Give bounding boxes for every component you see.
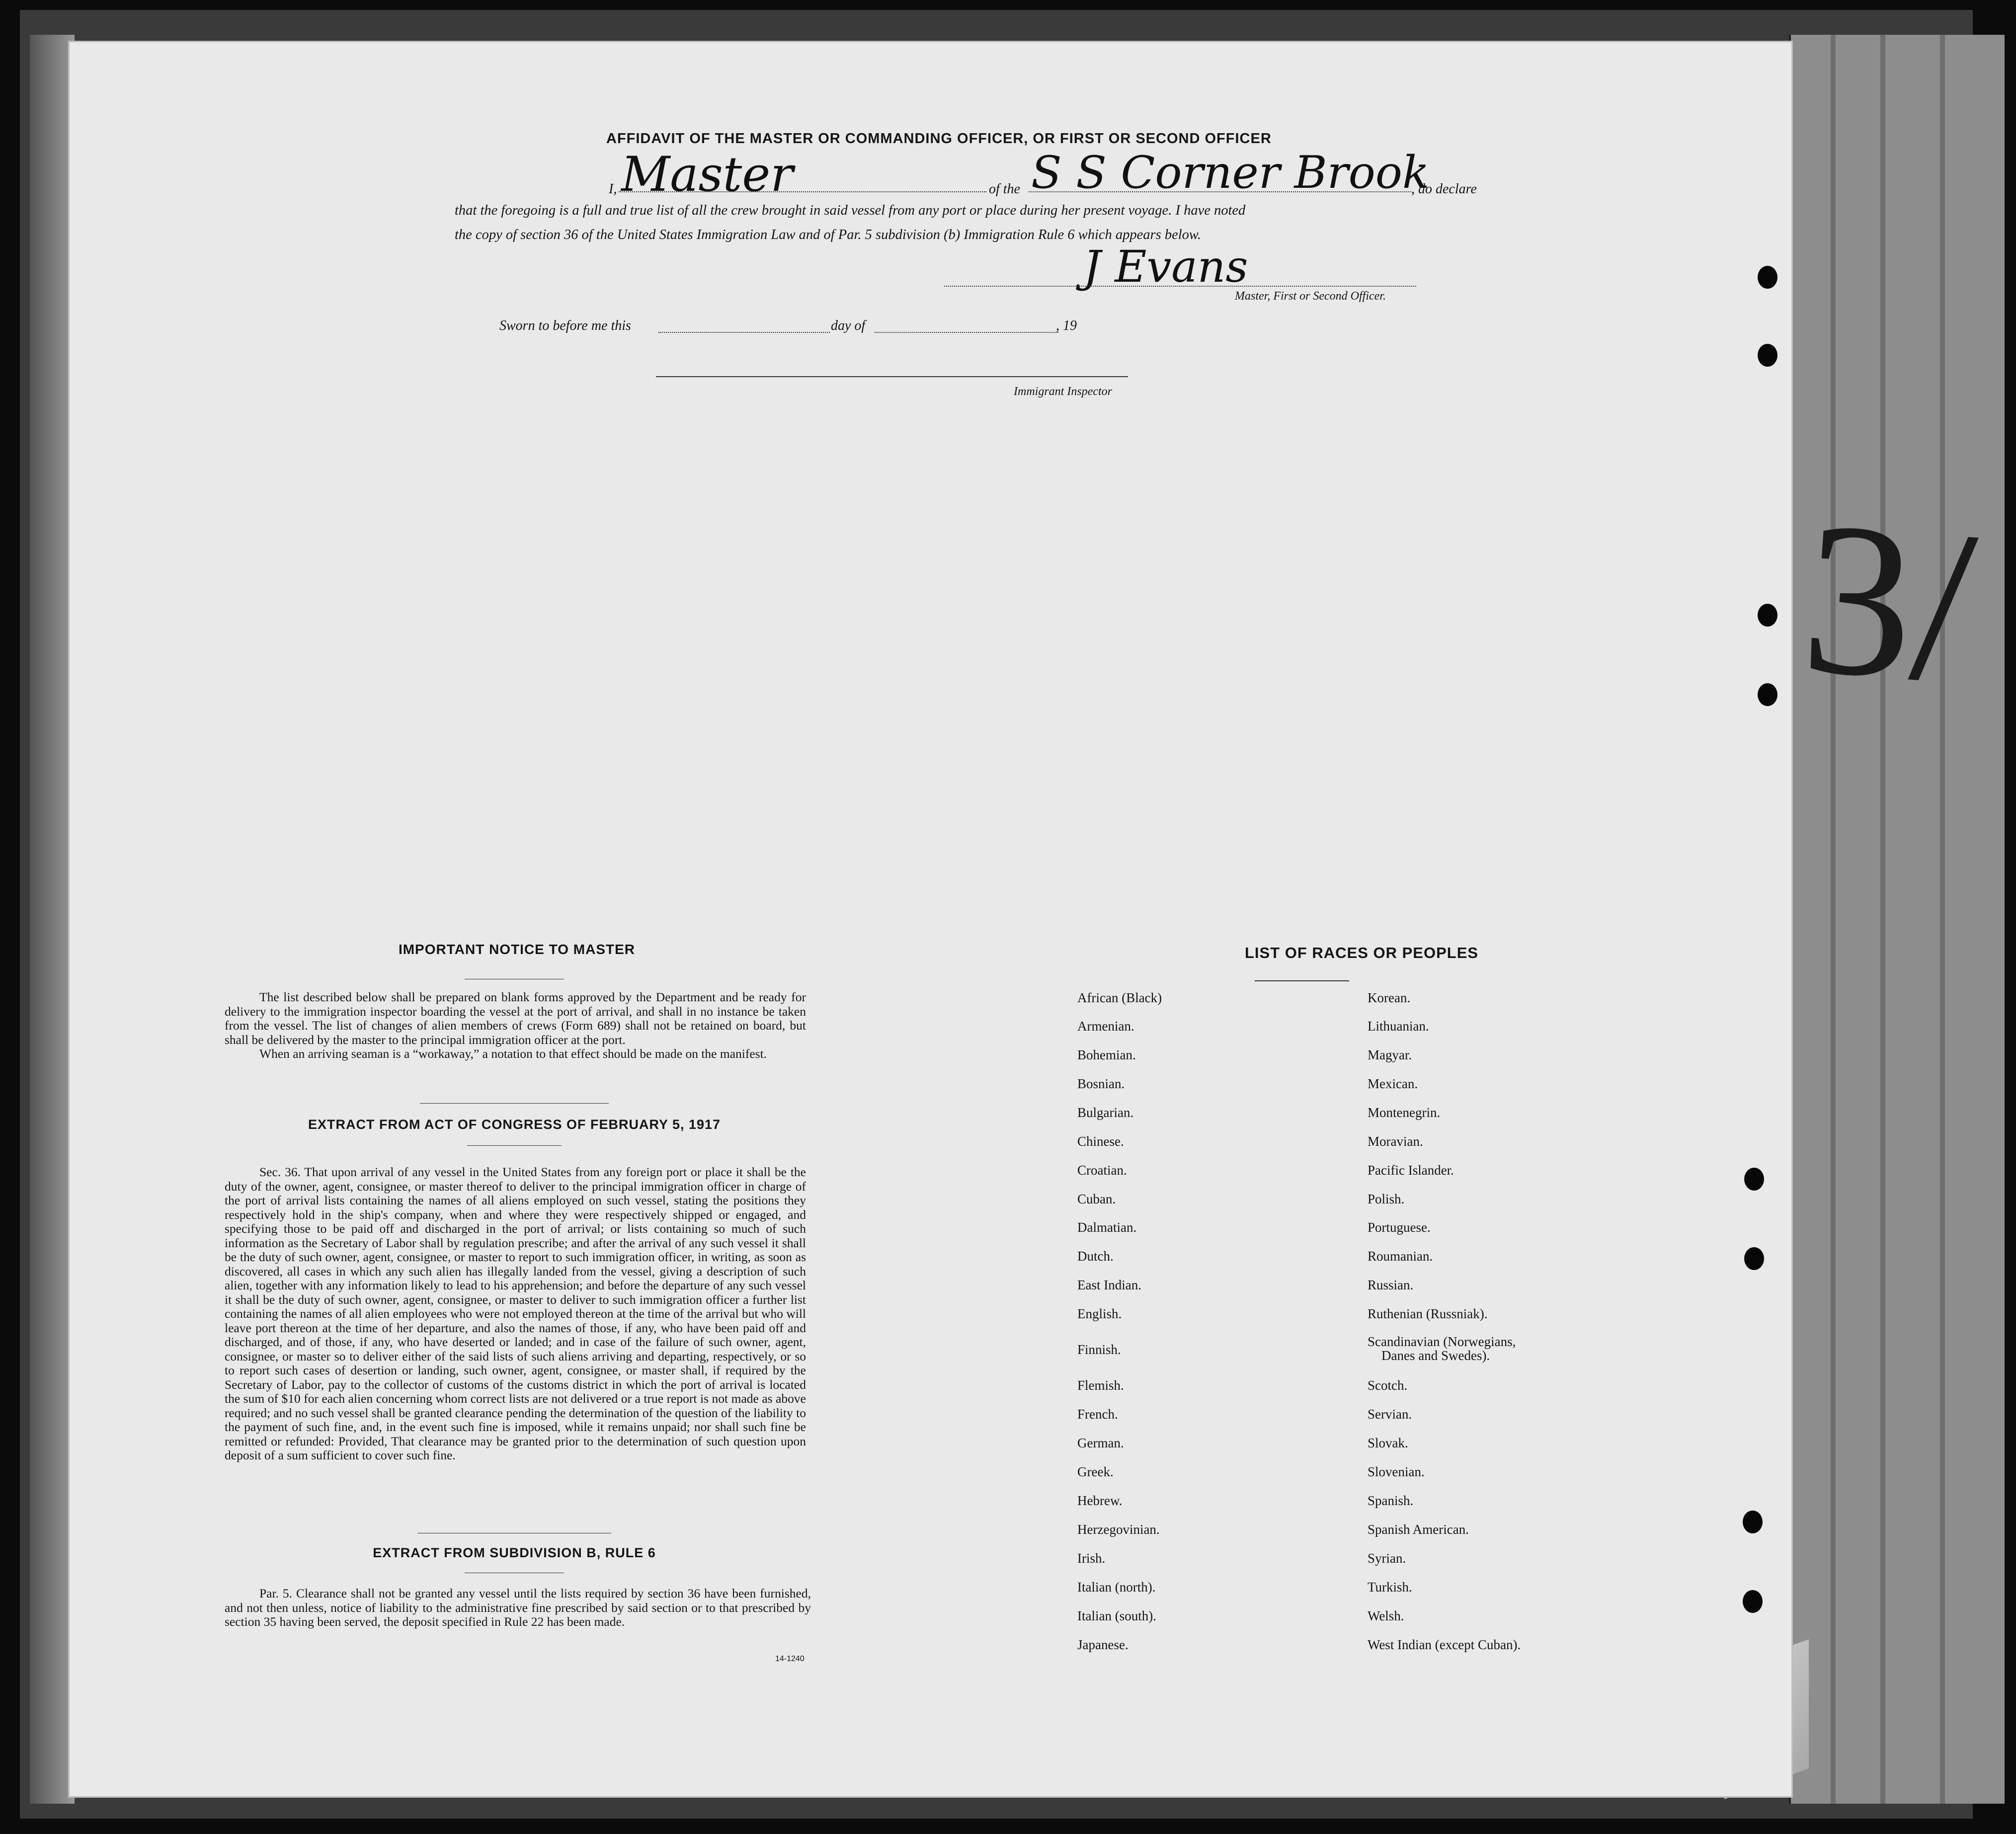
affidavit-title: AFFIDAVIT OF THE MASTER OR COMMANDING OFFICER, OR FIRST OR SECOND OFFICER <box>606 131 1272 147</box>
race-right-9: Portuguese. <box>1368 1220 1431 1235</box>
vessel-name-line <box>1029 191 1411 192</box>
act-extract-body <box>225 1165 806 1463</box>
race-right-2: Lithuanian. <box>1368 1019 1429 1034</box>
race-left-14: Flemish. <box>1077 1378 1124 1393</box>
race-left-12: English. <box>1077 1306 1122 1321</box>
race-right-23: West Indian (except Cuban). <box>1368 1637 1521 1652</box>
notice-paragraph-1: The list described below shall be prepared on blank forms approved by the Department and be ready for delivery to the immigration inspector boarding the vessel at the port of arrival, and shall in no instance be taken from the vessel. The list of changes of alien members of crews (Form 689) shall not be retained on board, but shall be delivered by the master to the principal immigration officer at the port. <box>225 990 806 1047</box>
binder-hole <box>1743 1590 1763 1613</box>
race-left-6: Chinese. <box>1077 1134 1124 1149</box>
race-left-2: Armenian. <box>1077 1019 1134 1034</box>
race-left-8: Cuban. <box>1077 1192 1116 1206</box>
race-right-10: Roumanian. <box>1368 1249 1433 1264</box>
race-left-21: Italian (north). <box>1077 1580 1156 1595</box>
signature-caption: Master, First or Second Officer. <box>1235 290 1386 303</box>
do-declare-label: , do declare <box>1411 181 1477 197</box>
race-left-19: Herzegovinian. <box>1077 1522 1160 1537</box>
race-left-11: East Indian. <box>1077 1277 1141 1292</box>
binder-hole <box>1758 344 1777 367</box>
race-left-3: Bohemian. <box>1077 1047 1136 1062</box>
races-title: LIST OF RACES OR PEOPLES <box>1244 944 1479 961</box>
race-left-23: Japanese. <box>1077 1637 1129 1652</box>
race-right-7: Pacific Islander. <box>1368 1163 1454 1178</box>
binder-hole <box>1758 683 1777 706</box>
race-right-13-cont: Danes and Swedes). <box>1381 1348 1490 1363</box>
manifest-page <box>70 42 1791 1796</box>
notice-body <box>225 990 806 1061</box>
page-edge-left <box>30 35 75 1804</box>
race-left-7: Croatian. <box>1077 1163 1127 1178</box>
race-right-4: Mexican. <box>1368 1076 1418 1091</box>
rule-extract-body <box>225 1587 811 1629</box>
act-extract-title: EXTRACT FROM ACT OF CONGRESS OF FEBRUARY 5, 1917 <box>308 1117 721 1132</box>
race-left-22: Italian (south). <box>1077 1608 1156 1623</box>
race-right-21: Turkish. <box>1368 1580 1412 1595</box>
sworn-label: Sworn to before me this <box>499 318 631 333</box>
form-number: 14-1240 <box>775 1655 805 1663</box>
act-extract-title-rule <box>467 1145 562 1146</box>
race-left-9: Dalmatian. <box>1077 1220 1137 1235</box>
race-right-20: Syrian. <box>1368 1551 1406 1566</box>
underlying-sheet-edge <box>1789 35 2005 1804</box>
race-right-6: Moravian. <box>1368 1134 1423 1149</box>
race-right-5: Montenegrin. <box>1368 1105 1441 1120</box>
race-right-16: Slovak. <box>1368 1435 1408 1450</box>
binder-hole <box>1744 1247 1764 1270</box>
race-left-16: German. <box>1077 1435 1124 1450</box>
race-right-19: Spanish American. <box>1368 1522 1469 1537</box>
race-left-4: Bosnian. <box>1077 1076 1125 1091</box>
rule-extract-text: Par. 5. Clearance shall not be granted any vessel until the lists required by section 36 have been furnished, and not then unless, notice of liability to the administrative fine prescribed by said section or to that prescribed by section 35 having been served, the deposit specified in Rule 22 has been made. <box>225 1586 811 1629</box>
officer-name-handwritten: Master <box>621 147 794 202</box>
race-left-17: Greek. <box>1077 1464 1114 1479</box>
notice-title: IMPORTANT NOTICE TO MASTER <box>398 942 636 957</box>
race-right-8: Polish. <box>1368 1192 1405 1206</box>
handwritten-mark: 3/ <box>1795 476 1982 729</box>
binder-hole <box>1758 604 1777 627</box>
race-right-22: Welsh. <box>1368 1608 1404 1623</box>
race-right-14: Scotch. <box>1368 1378 1408 1393</box>
i-label: I, <box>609 181 617 197</box>
year-label: , 19 <box>1056 318 1077 333</box>
race-right-15: Servian. <box>1368 1407 1412 1422</box>
binder-hole <box>1744 1168 1764 1191</box>
officer-name-line <box>619 191 986 192</box>
notice-paragraph-2: When an arriving seaman is a “workaway,” a notation to that effect should be made on the manifest. <box>259 1046 767 1061</box>
day-of-label: day of <box>831 318 866 333</box>
declaration-line-2: that the foregoing is a full and true list of all the crew brought in said vessel from any port or place during her present voyage. I have noted <box>455 203 1246 218</box>
races-title-rule <box>1255 980 1349 981</box>
race-right-17: Slovenian. <box>1368 1464 1425 1479</box>
sworn-month-line <box>875 332 1058 333</box>
rule-extract-title: EXTRACT FROM SUBDIVISION B, RULE 6 <box>373 1545 656 1560</box>
race-right-12: Ruthenian (Russniak). <box>1368 1306 1488 1321</box>
inspector-line <box>656 376 1128 377</box>
race-left-18: Hebrew. <box>1077 1493 1123 1508</box>
sworn-day-line <box>658 332 830 333</box>
race-left-1: African (Black) <box>1077 990 1162 1005</box>
binder-hole <box>1743 1511 1763 1533</box>
race-left-15: French. <box>1077 1407 1118 1422</box>
race-right-11: Russian. <box>1368 1277 1414 1292</box>
race-right-1: Korean. <box>1368 990 1411 1005</box>
race-left-13: Finnish. <box>1077 1342 1121 1357</box>
race-left-10: Dutch. <box>1077 1249 1114 1264</box>
declaration-line-3: the copy of section 36 of the United States Immigration Law and of Par. 5 subdivision (b) Immigration Rule 6 which appears below. <box>455 227 1201 242</box>
of-the-label: of the <box>989 181 1020 197</box>
race-left-5: Bulgarian. <box>1077 1105 1134 1120</box>
race-right-18: Spanish. <box>1368 1493 1414 1508</box>
signature-handwritten: J Evans <box>1083 241 1248 292</box>
section-rule-1 <box>420 1103 609 1104</box>
inspector-caption: Immigrant Inspector <box>1014 385 1112 398</box>
act-extract-text: Sec. 36. That upon arrival of any vessel in the United States from any foreign port or place it shall be the duty of the owner, agent, consignee, or master thereof to deliver to the principal immigration officer in charge of the port of arrival lists containing the names of all aliens employed on such vessel, stating the positions they respectively hold in the ship's company, when and where they were respectively shipped or engaged, and specifying those to be paid off and discharged in the port of arrival; or lists containing so much of such information as the Secretary of Labor shall by regulation prescribe; and after the arrival of any such vessel it shall be the duty of such owner, agent, consignee, or master to report to such immigration officer, in writing, as soon as discovered, all cases in which any such alien has illegally landed from the vessel, giving a description of such alien, together with any information likely to lead to his apprehension; and before the departure of any such vessel it shall be the duty of such owner, agent, consignee, or master to deliver to such immigration officer a further list containing the names of all alien employees who were not employed thereon at the time of the arrival but who will leave port thereon at the time of her departure, and also the names of those, if any, who have been paid off and discharged, and of those, if any, who have deserted or landed; and in case of the failure of such owner, agent, consignee, or master so to deliver either of the said lists of such aliens arriving and departing, respectively, or so to report such cases of desertion or landing, such owner, agent, consignee, or master shall, if required by the Secretary of Labor, pay to the collector of customs of the customs district in which the port of arrival is located the sum of $10 for each alien concerning whom correct lists are not delivered or a true report is not made as above required; and no such vessel shall be granted clearance pending the determination of the question of the liability to the payment of such fine, and, in the event such fine is imposed, while it remains unpaid; nor shall such fine be remitted or refunded: Provided, That clearance may be granted prior to the determination of such question upon deposit of a sum sufficient to cover such fine. <box>225 1165 806 1462</box>
signature-line <box>944 286 1416 287</box>
race-left-20: Irish. <box>1077 1551 1106 1566</box>
race-right-3: Magyar. <box>1368 1047 1412 1062</box>
binder-hole <box>1758 266 1777 289</box>
race-right-13: Scandinavian (Norwegians, <box>1368 1334 1516 1349</box>
vessel-name-handwritten: S S Corner Brook <box>1031 147 1430 199</box>
